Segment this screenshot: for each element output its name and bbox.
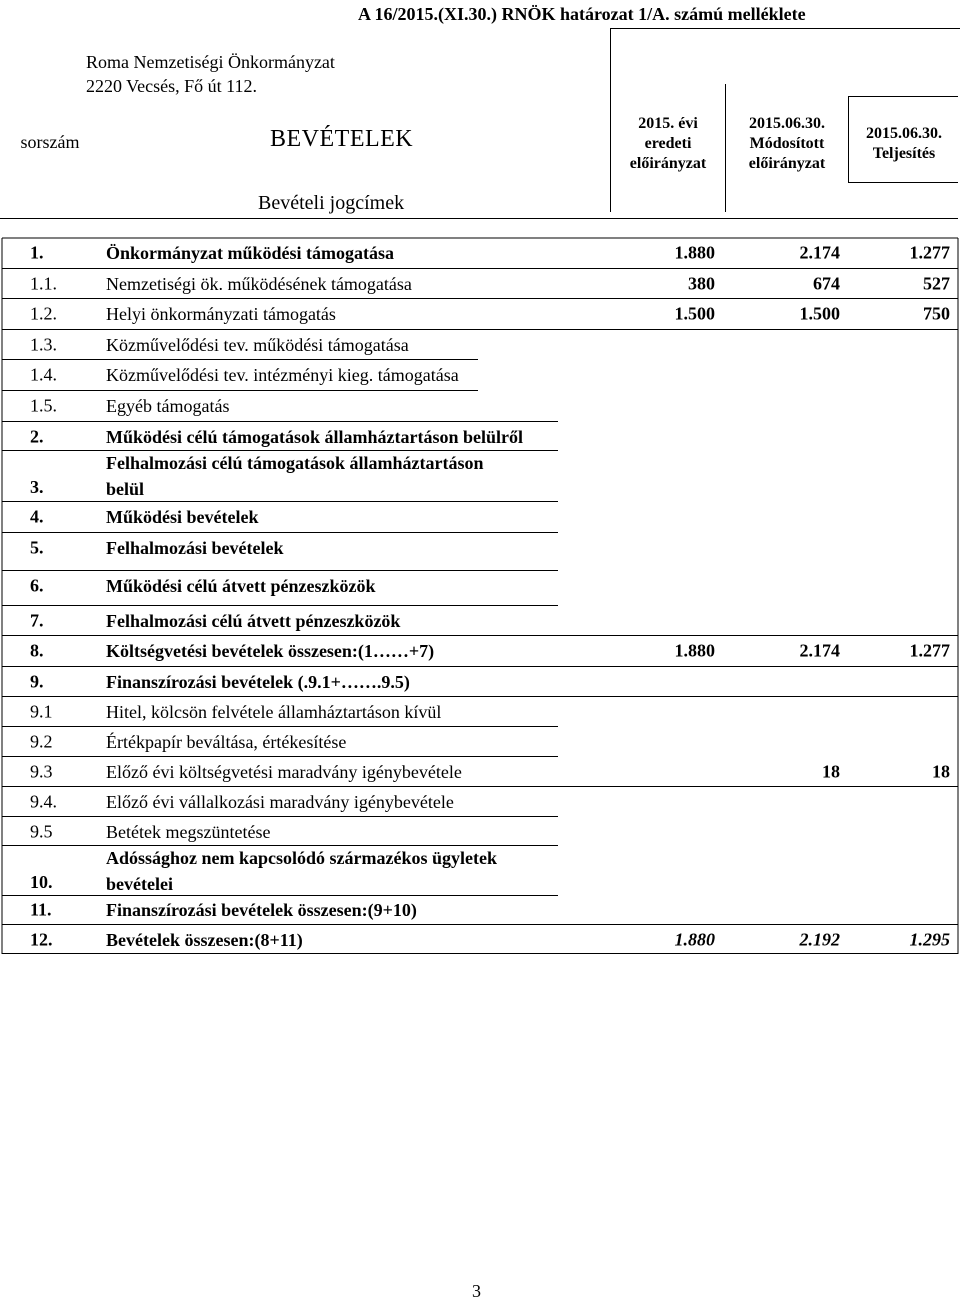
table-row: 7. Felhalmozási célú átvett pénzeszközök <box>30 610 401 631</box>
table-row: 1.2. Helyi önkormányzati támogatás 1.500 1.500 750 <box>30 303 950 324</box>
table-row: 9.4. Előző évi vállalkozási maradvány igénybevétele <box>30 791 454 812</box>
page-number: 3 <box>472 1281 481 1301</box>
table-row: 11. Finanszírozási bevételek összesen:(9+10) <box>30 899 417 920</box>
table-row: 1.5. Egyéb támogatás <box>30 395 230 416</box>
org-name: Roma Nemzetiségi Önkormányzat <box>86 52 335 72</box>
table-row: 1. Önkormányzat működési támogatása 1.880 2.174 1.277 <box>30 242 950 263</box>
table-row: 4. Működési bevételek <box>30 506 259 527</box>
header-col-fulfilment: 2015.06.30. Teljesítés <box>866 125 942 162</box>
table-row: 9. Finanszírozási bevételek (.9.1+…….9.5) <box>30 671 410 692</box>
header-col-original: 2015. évi eredeti előirányzat <box>629 115 707 172</box>
table-row: 8. Költségvetési bevételek összesen:(1……+7) 1.880 2.174 1.277 <box>30 640 950 661</box>
table-row: 1.4. Közművelődési tev. intézményi kieg. támogatása <box>30 364 459 385</box>
table-row: 9.1 Hitel, kölcsön felvétele államháztartáson kívül <box>30 701 442 722</box>
table-row: 3. Felhalmozási célú támogatások államháztartáson belül <box>30 453 484 499</box>
table-row: 5. Felhalmozási bevételek <box>30 537 284 558</box>
table-row: 1.1. Nemzetiségi ök. működésének támogatása 380 674 527 <box>30 273 950 294</box>
table-row: 6. Működési célú átvett pénzeszközök <box>30 575 376 596</box>
table-row: 1.3. Közművelődési tev. működési támogatása <box>30 334 409 355</box>
table-row: 9.5 Betétek megszüntetése <box>30 821 271 842</box>
table-row-total: 12. Bevételek összesen:(8+11) 1.880 2.192 1.295 <box>30 929 950 950</box>
header-col-modified: 2015.06.30. Módosított előirányzat <box>748 115 826 172</box>
header-subtitle: Bevételi jogcímek <box>258 192 405 214</box>
annex-title: A 16/2015.(XI.30.) RNÖK határozat 1/A. számú melléklete <box>358 4 806 24</box>
table-row: 9.3 Előző évi költségvetési maradvány igénybevétele 18 18 <box>30 761 950 782</box>
table-row: 9.2 Értékpapír beváltása, értékesítése <box>30 731 347 752</box>
org-address: 2220 Vecsés, Fő út 112. <box>86 76 257 96</box>
table-row: 10. Adóssághoz nem kapcsolódó származékos ügyletek bevételei <box>30 848 498 894</box>
header-sorszam: sorszám <box>20 132 80 152</box>
header-title: BEVÉTELEK <box>270 126 414 152</box>
table-row: 2. Működési célú támogatások államháztartáson belülről <box>30 426 523 447</box>
